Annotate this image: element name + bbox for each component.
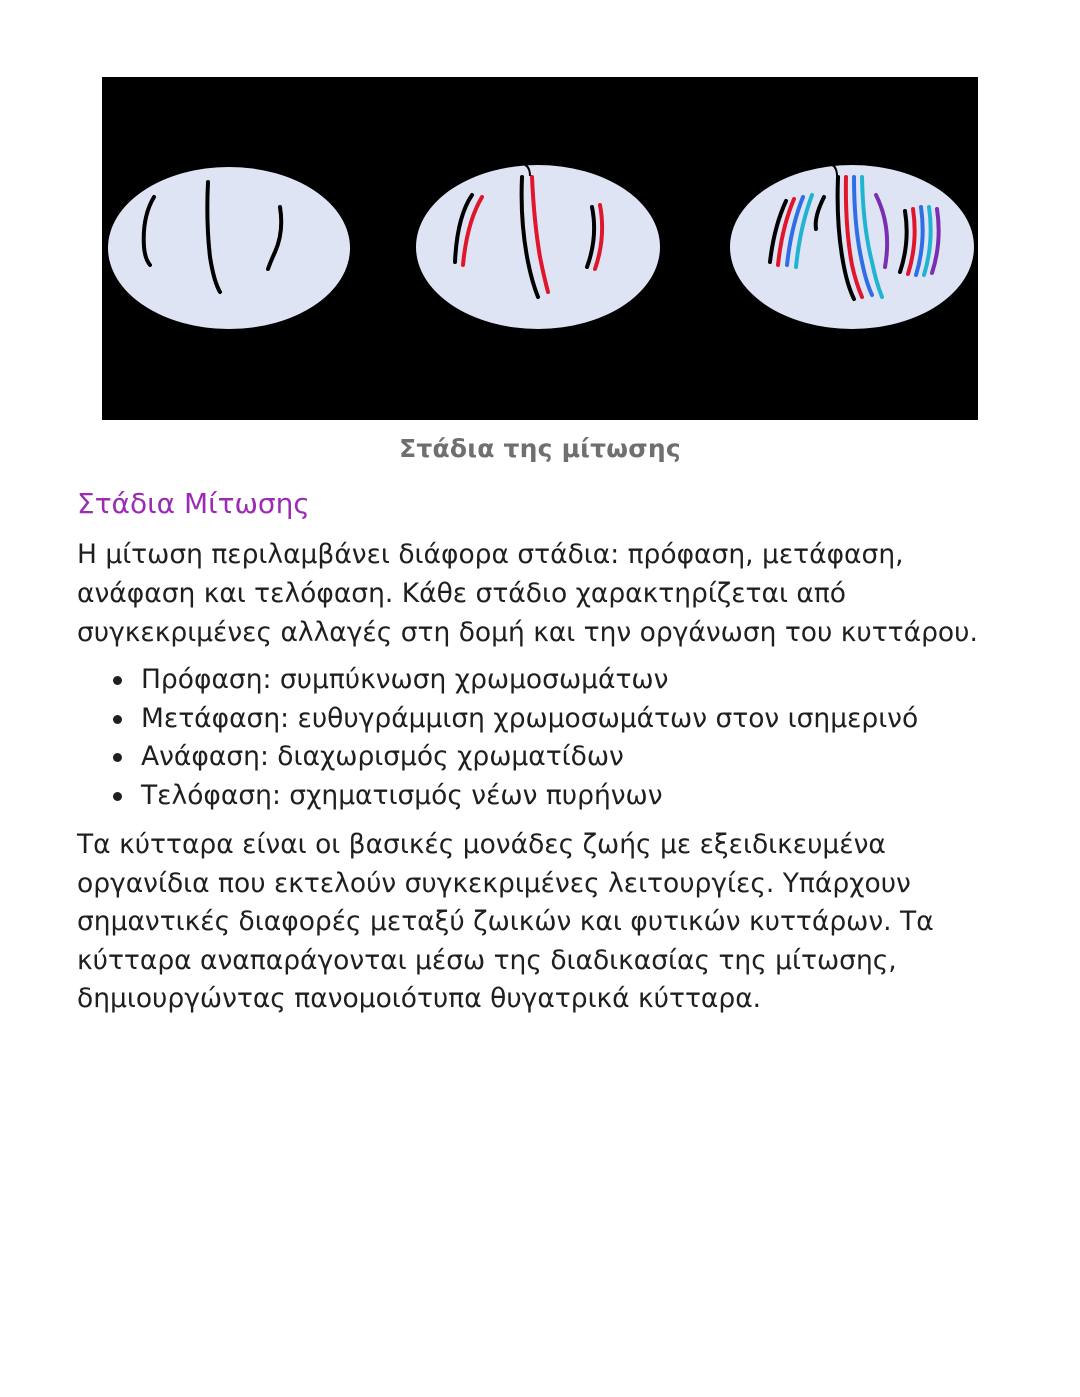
intro-paragraph: Η μίτωση περιλαμβάνει διάφορα στάδια: πρόφαση, μετάφαση, ανάφαση και τελόφαση. Κάθε στάδιο χαρακτηρίζεται από συγκεκριμένες αλλαγές στη δομή και την οργάνωση του κυττάρου.: [77, 539, 978, 648]
list-item: [77, 738, 1017, 777]
bullet-icon: [113, 676, 122, 685]
list-item: [77, 777, 1017, 816]
bullet-icon: [113, 715, 122, 724]
list-item: [77, 661, 1017, 700]
section-heading: Στάδια Μίτωσης: [77, 487, 310, 520]
stages-list: [77, 661, 1017, 815]
list-item-text: Ανάφαση: διαχωρισμός χρωματίδων: [141, 741, 624, 772]
cell-1: [108, 167, 350, 329]
mitosis-diagram: [102, 77, 978, 420]
bullet-icon: [113, 753, 122, 762]
list-item-text: Τελόφαση: σχηματισμός νέων πυρήνων: [141, 779, 663, 811]
list-item-text: Πρόφαση: συμπύκνωση χρωμοσωμάτων: [141, 664, 669, 695]
list-item: [77, 700, 1017, 739]
mitosis-figure: [102, 77, 978, 420]
figure-caption: Στάδια της μίτωσης: [399, 434, 681, 463]
closing-paragraph: Τα κύτταρα είναι οι βασικές μονάδες ζωής με εξειδικευμένα οργανίδια που εκτελούν συγκεκριμένες λειτουργίες. Υπάρχουν σημαντικές διαφορές μεταξύ ζωικών και φυτικών κυττάρων. Τα κύτταρα αναπαράγονται μέσω της διαδικασίας της μίτωσης, δημιουργώντας πανομοιότυπα θυγατρικά κύτταρα.: [77, 829, 934, 1014]
list-item-text: Μετάφαση: ευθυγράμμιση χρωμοσωμάτων στον ισημερινό: [141, 702, 919, 734]
bullet-icon: [113, 792, 122, 801]
